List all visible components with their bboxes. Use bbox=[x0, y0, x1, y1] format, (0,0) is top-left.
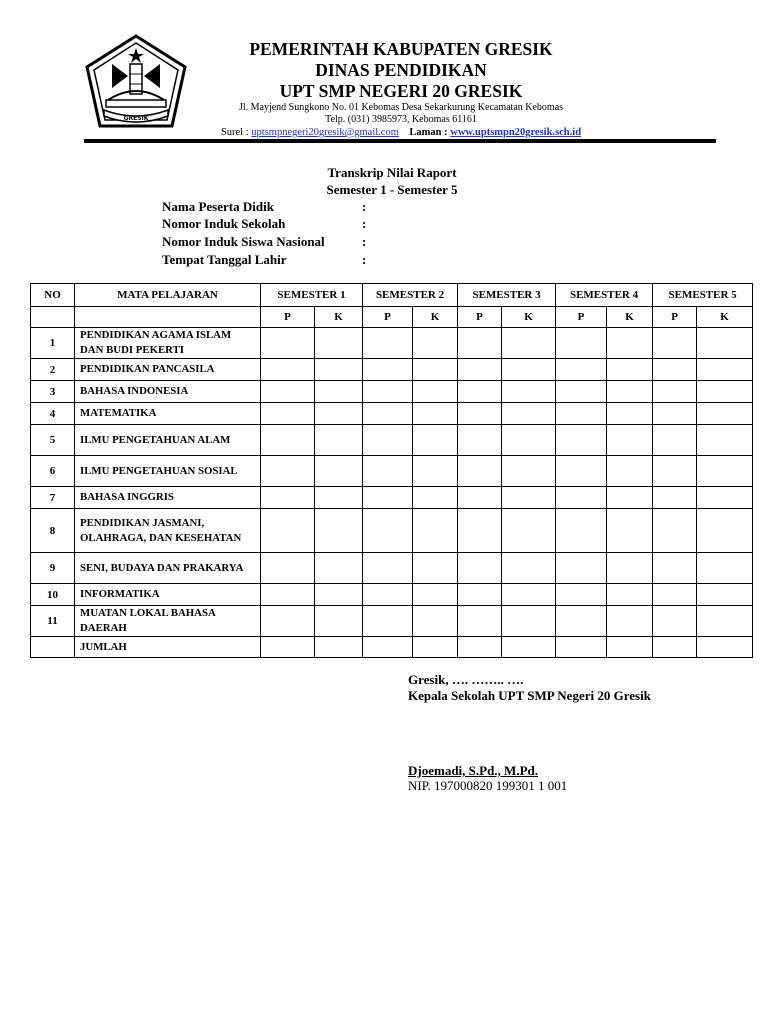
table-row bbox=[31, 509, 753, 553]
header-line-2: DINAS PENDIDIKAN bbox=[315, 60, 487, 80]
grade-cell-k[interactable] bbox=[315, 328, 363, 359]
grade-cell-p[interactable] bbox=[653, 509, 697, 553]
row-subject: BAHASA INDONESIA bbox=[75, 381, 261, 403]
grade-cell-p[interactable] bbox=[458, 456, 502, 487]
grade-cell-p[interactable] bbox=[556, 359, 607, 381]
table-row bbox=[31, 487, 753, 509]
header-line-1: PEMERINTAH KABUPATEN GRESIK bbox=[249, 39, 553, 59]
field-label: Nama Peserta Didik bbox=[162, 199, 274, 214]
grade-cell-k[interactable] bbox=[502, 403, 556, 425]
grade-cell-k[interactable] bbox=[697, 456, 753, 487]
grade-cell-k[interactable] bbox=[607, 637, 653, 658]
grade-cell-k[interactable] bbox=[413, 487, 458, 509]
grade-cell-k[interactable] bbox=[315, 606, 363, 637]
grade-cell-k[interactable] bbox=[315, 425, 363, 456]
row-number: 5 bbox=[31, 425, 75, 456]
empty-subheader-cell bbox=[31, 307, 75, 328]
row-subject: BAHASA INGGRIS bbox=[75, 487, 261, 509]
grade-cell-p[interactable] bbox=[363, 606, 413, 637]
subheader-p: P bbox=[261, 307, 315, 328]
table-row bbox=[31, 328, 753, 359]
grades-table bbox=[30, 283, 753, 658]
col-header-semester: SEMESTER 3 bbox=[458, 284, 556, 307]
header-address: Jl. Mayjend Sungkono No. 01 Kebomas Desa Sekarkurung Kecamatan Kebomas bbox=[238, 102, 564, 113]
row-number: 6 bbox=[31, 456, 75, 487]
letterhead bbox=[186, 39, 616, 139]
grade-cell-p[interactable] bbox=[363, 509, 413, 553]
grade-cell-p[interactable] bbox=[653, 359, 697, 381]
grade-cell-p[interactable] bbox=[556, 456, 607, 487]
grade-cell-p[interactable] bbox=[556, 637, 607, 658]
grade-cell-k[interactable] bbox=[413, 553, 458, 584]
grade-cell-p[interactable] bbox=[653, 584, 697, 606]
field-student-name bbox=[162, 199, 367, 215]
grade-cell-k[interactable] bbox=[607, 606, 653, 637]
grade-cell-p[interactable] bbox=[458, 606, 502, 637]
table-row bbox=[31, 425, 753, 456]
grade-cell-p[interactable] bbox=[556, 509, 607, 553]
grade-cell-p[interactable] bbox=[363, 359, 413, 381]
grade-cell-p[interactable] bbox=[556, 403, 607, 425]
row-number: 3 bbox=[31, 381, 75, 403]
grade-cell-p[interactable] bbox=[261, 359, 315, 381]
grade-cell-k[interactable] bbox=[502, 456, 556, 487]
grade-cell-k[interactable] bbox=[413, 425, 458, 456]
grade-cell-p[interactable] bbox=[556, 381, 607, 403]
grade-cell-k[interactable] bbox=[413, 456, 458, 487]
grade-cell-k[interactable] bbox=[697, 328, 753, 359]
grade-cell-p[interactable] bbox=[363, 456, 413, 487]
grade-cell-k[interactable] bbox=[502, 584, 556, 606]
grade-cell-p[interactable] bbox=[556, 553, 607, 584]
grade-cell-p[interactable] bbox=[458, 487, 502, 509]
grade-cell-k[interactable] bbox=[697, 359, 753, 381]
grade-cell-p[interactable] bbox=[653, 425, 697, 456]
row-number: 1 bbox=[31, 328, 75, 359]
grade-cell-k[interactable] bbox=[697, 553, 753, 584]
grade-cell-k[interactable] bbox=[502, 425, 556, 456]
grade-cell-k[interactable] bbox=[607, 584, 653, 606]
subheader-p: P bbox=[363, 307, 413, 328]
row-subject: PENDIDIKAN JASMANI, OLAHRAGA, DAN KESEHATAN bbox=[75, 509, 261, 553]
grade-cell-p[interactable] bbox=[458, 381, 502, 403]
field-birth bbox=[162, 252, 367, 268]
grade-cell-k[interactable] bbox=[502, 381, 556, 403]
grade-cell-p[interactable] bbox=[261, 425, 315, 456]
grade-cell-p[interactable] bbox=[363, 381, 413, 403]
grade-cell-k[interactable] bbox=[413, 359, 458, 381]
grade-cell-p[interactable] bbox=[458, 584, 502, 606]
grade-cell-k[interactable] bbox=[607, 425, 653, 456]
subheader-k: K bbox=[607, 307, 653, 328]
grade-cell-p[interactable] bbox=[556, 606, 607, 637]
grade-cell-p[interactable] bbox=[261, 553, 315, 584]
grade-cell-p[interactable] bbox=[653, 456, 697, 487]
grade-cell-k[interactable] bbox=[315, 509, 363, 553]
grade-cell-p[interactable] bbox=[653, 403, 697, 425]
table-row bbox=[31, 553, 753, 584]
grade-cell-k[interactable] bbox=[697, 606, 753, 637]
signature-nip: NIP. 197000820 199301 1 001 bbox=[408, 778, 568, 793]
grade-cell-p[interactable] bbox=[261, 606, 315, 637]
subheader-k: K bbox=[315, 307, 363, 328]
grade-cell-p[interactable] bbox=[556, 328, 607, 359]
col-header-no: NO bbox=[31, 284, 75, 307]
grade-cell-k[interactable] bbox=[413, 509, 458, 553]
grade-cell-k[interactable] bbox=[607, 487, 653, 509]
grade-cell-k[interactable] bbox=[697, 509, 753, 553]
grade-cell-p[interactable] bbox=[363, 487, 413, 509]
grade-cell-p[interactable] bbox=[363, 553, 413, 584]
subheader-p: P bbox=[653, 307, 697, 328]
col-header-subject: MATA PELAJARAN bbox=[75, 284, 261, 307]
row-number: 10 bbox=[31, 584, 75, 606]
logo-text: GRESIK bbox=[123, 115, 149, 122]
web-label: Laman : bbox=[409, 127, 451, 138]
grade-cell-k[interactable] bbox=[502, 509, 556, 553]
grade-cell-p[interactable] bbox=[653, 487, 697, 509]
gresik-emblem-logo bbox=[84, 34, 188, 130]
header-line-3: UPT SMP NEGERI 20 GRESIK bbox=[279, 81, 523, 101]
grade-cell-p[interactable] bbox=[458, 553, 502, 584]
grade-cell-k[interactable] bbox=[413, 606, 458, 637]
header-divider bbox=[84, 139, 716, 143]
row-number: 2 bbox=[31, 359, 75, 381]
grade-cell-k[interactable] bbox=[697, 425, 753, 456]
col-header-semester: SEMESTER 1 bbox=[261, 284, 363, 307]
grade-cell-p[interactable] bbox=[261, 403, 315, 425]
row-number: 4 bbox=[31, 403, 75, 425]
header-contact bbox=[186, 126, 616, 139]
subheader-p: P bbox=[458, 307, 502, 328]
email-link[interactable]: uptsmpnegeri20gresik@gmail.com bbox=[251, 127, 399, 138]
field-colon: : bbox=[362, 234, 367, 249]
empty-subheader-cell bbox=[75, 307, 261, 328]
grade-cell-p[interactable] bbox=[363, 425, 413, 456]
field-colon: : bbox=[362, 216, 367, 231]
row-subject: MUATAN LOKAL BAHASA DAERAH bbox=[75, 606, 261, 637]
grade-cell-p[interactable] bbox=[653, 606, 697, 637]
subheader-k: K bbox=[697, 307, 753, 328]
row-subject: ILMU PENGETAHUAN SOSIAL bbox=[75, 456, 261, 487]
grade-cell-k[interactable] bbox=[502, 553, 556, 584]
field-label: Nomor Induk Siswa Nasional bbox=[162, 234, 325, 249]
grade-cell-k[interactable] bbox=[697, 584, 753, 606]
grade-cell-k[interactable] bbox=[315, 553, 363, 584]
grade-cell-k[interactable] bbox=[697, 637, 753, 658]
signature-place-date: Gresik, …. …….. …. bbox=[408, 672, 524, 687]
grade-cell-k[interactable] bbox=[413, 637, 458, 658]
grade-cell-p[interactable] bbox=[261, 637, 315, 658]
field-colon: : bbox=[362, 252, 367, 267]
grade-cell-p[interactable] bbox=[261, 509, 315, 553]
col-header-semester: SEMESTER 5 bbox=[653, 284, 753, 307]
grade-cell-p[interactable] bbox=[653, 328, 697, 359]
grade-cell-k[interactable] bbox=[607, 359, 653, 381]
grade-cell-k[interactable] bbox=[315, 359, 363, 381]
grade-cell-p[interactable] bbox=[653, 637, 697, 658]
grade-cell-k[interactable] bbox=[607, 456, 653, 487]
document-title: Transkrip Nilai Raport bbox=[327, 165, 457, 180]
table-row bbox=[31, 403, 753, 425]
grade-cell-k[interactable] bbox=[413, 328, 458, 359]
grade-cell-k[interactable] bbox=[607, 553, 653, 584]
grade-cell-p[interactable] bbox=[363, 637, 413, 658]
grade-cell-k[interactable] bbox=[697, 487, 753, 509]
subheader-k: K bbox=[413, 307, 458, 328]
header-row bbox=[31, 284, 753, 307]
grade-cell-k[interactable] bbox=[315, 456, 363, 487]
col-header-semester: SEMESTER 4 bbox=[556, 284, 653, 307]
row-subject: ILMU PENGETAHUAN ALAM bbox=[75, 425, 261, 456]
grade-cell-k[interactable] bbox=[413, 381, 458, 403]
signature-position: Kepala Sekolah UPT SMP Negeri 20 Gresik bbox=[408, 688, 651, 703]
row-number bbox=[31, 637, 75, 658]
grade-cell-p[interactable] bbox=[458, 403, 502, 425]
table-row bbox=[31, 456, 753, 487]
subheader-row bbox=[31, 307, 753, 328]
field-national-id bbox=[162, 234, 367, 250]
grade-cell-p[interactable] bbox=[458, 328, 502, 359]
grade-cell-p[interactable] bbox=[261, 584, 315, 606]
document-subtitle: Semester 1 - Semester 5 bbox=[326, 182, 458, 197]
grade-cell-p[interactable] bbox=[261, 487, 315, 509]
grade-cell-k[interactable] bbox=[413, 584, 458, 606]
grade-cell-k[interactable] bbox=[315, 403, 363, 425]
row-subject: INFORMATIKA bbox=[75, 584, 261, 606]
grade-cell-k[interactable] bbox=[697, 381, 753, 403]
grade-cell-p[interactable] bbox=[458, 509, 502, 553]
grade-cell-k[interactable] bbox=[607, 381, 653, 403]
grade-cell-k[interactable] bbox=[607, 509, 653, 553]
row-number: 7 bbox=[31, 487, 75, 509]
row-number: 11 bbox=[31, 606, 75, 637]
row-number: 9 bbox=[31, 553, 75, 584]
grade-cell-p[interactable] bbox=[458, 359, 502, 381]
row-subject: SENI, BUDAYA DAN PRAKARYA bbox=[75, 553, 261, 584]
table-row bbox=[31, 637, 753, 658]
header-phone: Telp. (031) 3985973, Kebomas 61161 bbox=[325, 114, 477, 125]
field-colon: : bbox=[362, 199, 367, 214]
grade-cell-p[interactable] bbox=[261, 328, 315, 359]
row-subject: MATEMATIKA bbox=[75, 403, 261, 425]
col-header-semester: SEMESTER 2 bbox=[363, 284, 458, 307]
row-subject: JUMLAH bbox=[75, 637, 261, 658]
signature-name: Djoemadi, S.Pd., M.Pd. bbox=[408, 763, 538, 778]
grade-cell-k[interactable] bbox=[315, 487, 363, 509]
grade-cell-k[interactable] bbox=[315, 584, 363, 606]
table-row bbox=[31, 606, 753, 637]
grade-cell-k[interactable] bbox=[607, 403, 653, 425]
grade-cell-p[interactable] bbox=[458, 637, 502, 658]
grade-cell-p[interactable] bbox=[458, 425, 502, 456]
field-school-id bbox=[162, 216, 367, 232]
grade-cell-p[interactable] bbox=[653, 381, 697, 403]
grade-cell-p[interactable] bbox=[261, 456, 315, 487]
grade-cell-k[interactable] bbox=[502, 487, 556, 509]
row-subject: PENDIDIKAN AGAMA ISLAM DAN BUDI PEKERTI bbox=[75, 328, 261, 359]
subheader-k: K bbox=[502, 307, 556, 328]
field-label: Tempat Tanggal Lahir bbox=[162, 252, 287, 267]
table-row bbox=[31, 584, 753, 606]
grade-cell-k[interactable] bbox=[697, 403, 753, 425]
table-row bbox=[31, 381, 753, 403]
grade-cell-p[interactable] bbox=[363, 403, 413, 425]
web-link[interactable]: www.uptsmpn20gresik.sch.id bbox=[450, 127, 582, 138]
grade-cell-p[interactable] bbox=[556, 584, 607, 606]
subheader-p: P bbox=[556, 307, 607, 328]
grade-cell-p[interactable] bbox=[556, 487, 607, 509]
grade-cell-p[interactable] bbox=[363, 328, 413, 359]
field-label: Nomor Induk Sekolah bbox=[162, 216, 286, 231]
grade-cell-k[interactable] bbox=[502, 359, 556, 381]
grade-cell-p[interactable] bbox=[556, 425, 607, 456]
grade-cell-k[interactable] bbox=[502, 606, 556, 637]
grade-cell-k[interactable] bbox=[502, 637, 556, 658]
grade-cell-p[interactable] bbox=[363, 584, 413, 606]
table-row bbox=[31, 359, 753, 381]
email-label: Surel : bbox=[220, 127, 252, 138]
grade-cell-k[interactable] bbox=[607, 328, 653, 359]
row-number: 8 bbox=[31, 509, 75, 553]
grade-cell-k[interactable] bbox=[413, 403, 458, 425]
row-subject: PENDIDIKAN PANCASILA bbox=[75, 359, 261, 381]
grade-cell-k[interactable] bbox=[502, 328, 556, 359]
grade-cell-p[interactable] bbox=[653, 553, 697, 584]
grade-cell-p[interactable] bbox=[261, 381, 315, 403]
grade-cell-k[interactable] bbox=[315, 381, 363, 403]
grade-cell-k[interactable] bbox=[315, 637, 363, 658]
